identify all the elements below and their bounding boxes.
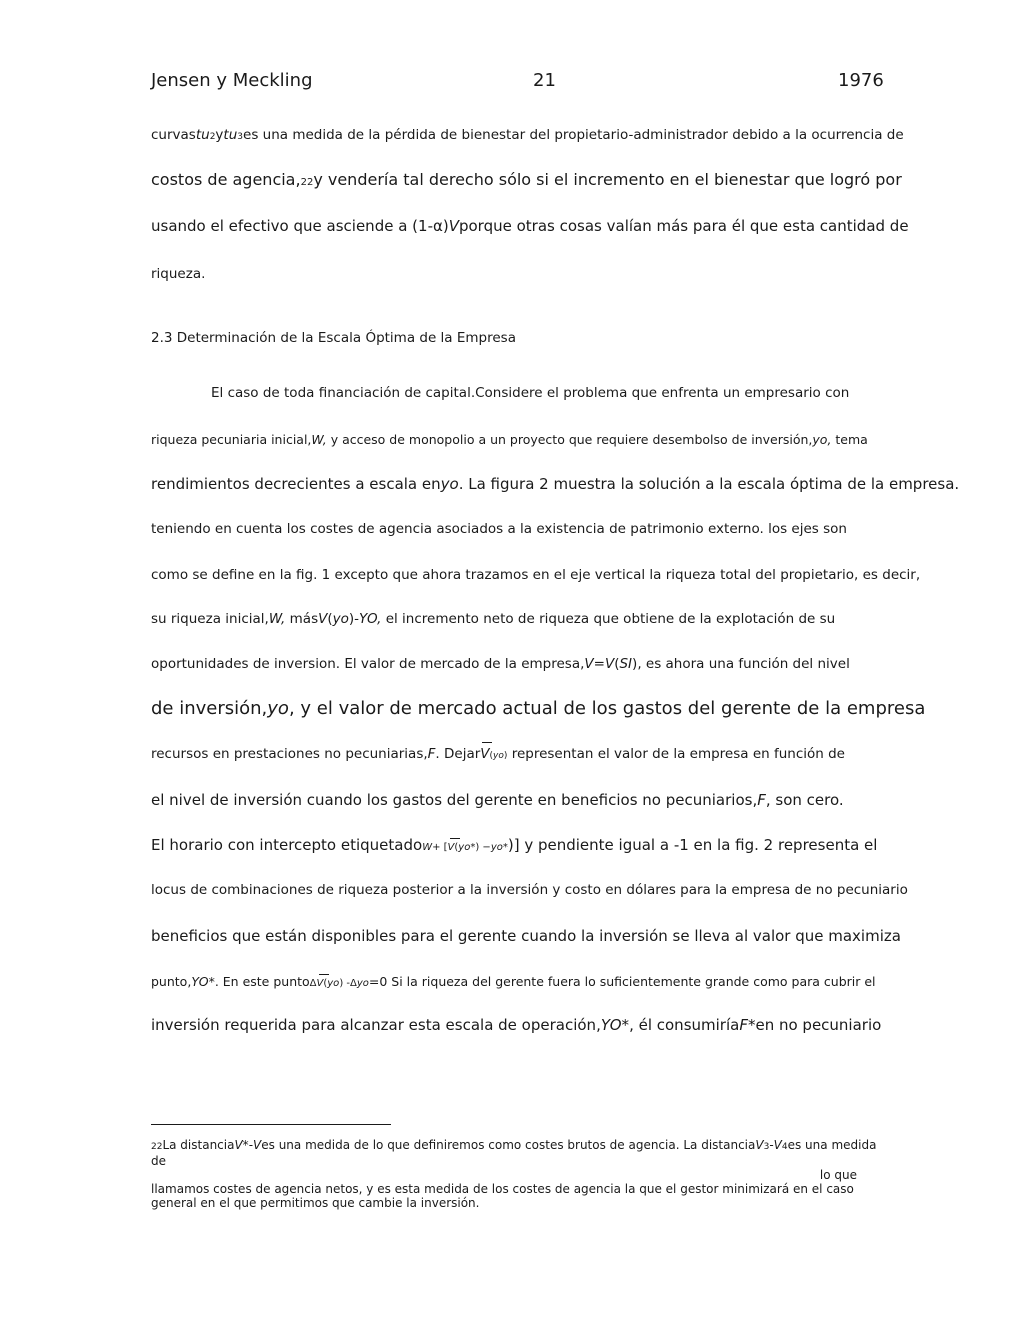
text-line: usando el efectivo que asciende a (1-α)Vporque otras cosas valían más para él que esta cantidad de: [151, 217, 909, 235]
text-line: inversión requerida para alcanzar esta escala de operación,YO*, él consumiríaF*en no pecuniario: [151, 1016, 882, 1034]
text-line: El horario con intercepto etiquetadoW+ [V(yo*) −yo*)] y pendiente igual a -1 en la fig. 2 representa el: [151, 836, 878, 854]
text-line: el nivel de inversión cuando los gastos del gerente en beneficios no pecuniarios,F, son cero.: [151, 791, 844, 809]
text-line: punto,YO*. En este puntoΔV(yo) -Δyo=0 Si la riqueza del gerente fuera lo suficientemente grande como para cubrir el: [151, 974, 876, 989]
text-line: riqueza.: [151, 266, 206, 282]
text-line: oportunidades de inversion. El valor de mercado de la empresa,V=V(SI), es ahora una función del nivel: [151, 656, 850, 672]
text-line: de inversión,yo, y el valor de mercado actual de los gastos del gerente de la empresa: [151, 698, 926, 719]
paragraph-first-line: El caso de toda financiación de capital.Considere el problema que enfrenta un empresario con: [211, 385, 850, 401]
section-heading: 2.3 Determinación de la Escala Óptima de la Empresa: [151, 330, 516, 346]
text-line: su riqueza inicial,W, másV(yo)-YO, el incremento neto de riqueza que obtiene de la explotación de su: [151, 611, 836, 627]
text-line: como se define en la fig. 1 excepto que ahora trazamos en el eje vertical la riqueza total del propietario, es decir,: [151, 567, 921, 583]
text-line: costos de agencia,22y vendería tal derecho sólo si el incremento en el bienestar que logró por: [151, 170, 902, 189]
running-header-year: 1976: [838, 70, 884, 91]
text-line: riqueza pecuniaria inicial,W, y acceso de monopolio a un proyecto que requiere desembolso de inversión,yo, tema: [151, 432, 868, 447]
text-line: rendimientos decrecientes a escala enyo. La figura 2 muestra la solución a la escala óptima de la empresa.: [151, 475, 960, 493]
text-line: teniendo en cuenta los costes de agencia asociados a la existencia de patrimonio externo. los ejes son: [151, 521, 847, 537]
page-number: 21: [533, 70, 556, 91]
running-header-authors: Jensen y Meckling: [151, 70, 313, 91]
footnote-ref: 22: [300, 177, 314, 188]
text-line: curvastu2ytu3es una medida de la pérdida de bienestar del propietario-administrador debido a la ocurrencia de: [151, 127, 904, 143]
text-line: locus de combinaciones de riqueza posterior a la inversión y costo en dólares para la empresa de no pecuniario: [151, 882, 908, 898]
footnote-number: 22: [151, 1142, 163, 1152]
footnote: 22La distanciaV*-Ves una medida de lo que definiremos como costes brutos de agencia. La distanciaV3-V4es una medida de lo que llamamos costes de agencia netos, y es esta medida de los costes de agencia la que el gestor minimizará en el caso general en el que permitimos que cambie la inversión.: [151, 1138, 877, 1210]
text-line: beneficios que están disponibles para el gerente cuando la inversión se lleva al valor que maximiza: [151, 927, 901, 945]
footnote-rule: [151, 1124, 391, 1125]
text-line: recursos en prestaciones no pecuniarias,F. DejarV(yo) representan el valor de la empresa en función de: [151, 746, 845, 762]
